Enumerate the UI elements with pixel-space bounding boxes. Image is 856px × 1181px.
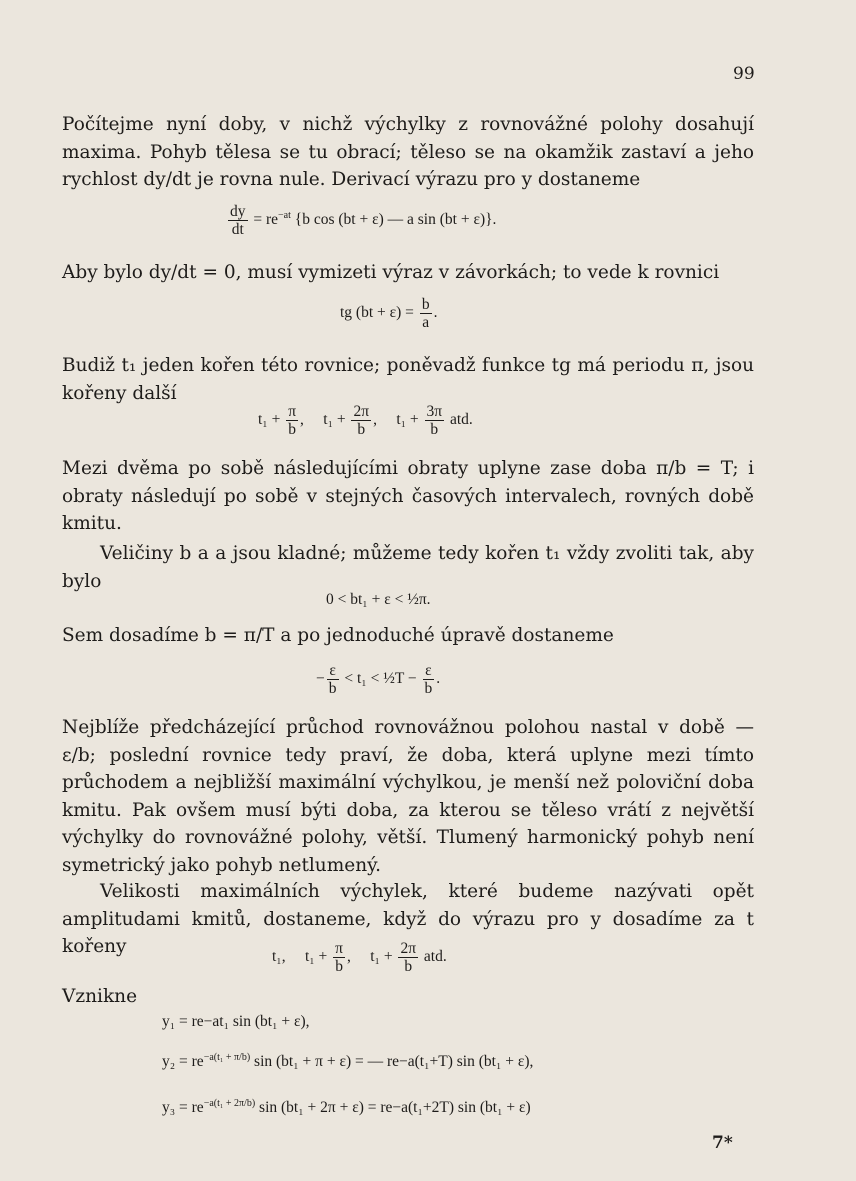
page-number: 99 xyxy=(733,64,755,84)
paragraph-2: Aby bylo dy/dt = 0, musí vymizeti výraz v závorkách; to vede k rovnici xyxy=(62,262,720,283)
paragraph-7: Nejblíže předcházející průchod rovnovážnou polohou nastal v době — ε/b; poslední rovnice tedy praví, že doba, která uplyne mezi tímto průchodem a nejbližší maximální výchylkou, je menší než poloviční doba kmitu. Pak ovšem musí býti doba, za kterou se těleso vrátí z největší výchylky do rovnovážné polohy, větší. Tlumený harmonický pohyb není symetrický jako pohyb netlumený. xyxy=(62,717,754,876)
y2-rhs: sin (bt₁ + π + ε) = — re−a(t₁+T) sin (bt₁ + ε), xyxy=(254,1053,534,1071)
eq6-term-b: t₁ + xyxy=(304,948,328,966)
signature-mark: 7* xyxy=(712,1133,733,1153)
eq3-den-2: b xyxy=(357,421,366,438)
equation-y2 xyxy=(162,1052,533,1071)
eq5-num-1: ε xyxy=(327,662,339,680)
eq5-num-2: ε xyxy=(423,662,435,680)
paragraph-3: Budiž t₁ jeden kořen této rovnice; poněvadž funkce tg má periodu π, jsou kořeny další xyxy=(62,355,754,404)
equation-y1: y₁ = re−at₁ sin (bt₁ + ε), xyxy=(162,1013,310,1030)
eq1-denominator: dt xyxy=(231,221,244,238)
eq3-term-a: t₁ + xyxy=(258,411,281,429)
eq1-body: {b cos (bt + ε) — a sin (bt + ε)}. xyxy=(294,211,497,229)
eq2-denominator: a xyxy=(422,314,430,331)
eq1-exponent: −at xyxy=(278,209,291,221)
equation-derivative xyxy=(226,203,496,238)
eq1-rhs: = re xyxy=(253,211,279,229)
eq3-den-1: b xyxy=(288,421,296,438)
eq3-tail: atd. xyxy=(449,411,473,429)
y2-exponent: −a(t₁ + π/b) xyxy=(203,1052,251,1063)
eq6-den-1: b xyxy=(335,958,343,975)
y3-lhs: y₃ = re xyxy=(162,1099,204,1117)
eq6-tail: atd. xyxy=(423,948,447,966)
paragraph-8: Velikosti maximálních výchylek, které budeme nazývati opět amplitudami kmitů, dostaneme, když do výrazu pro y dosadíme za t kořeny xyxy=(62,881,754,957)
eq3-num-1: π xyxy=(288,403,297,420)
equation-y3 xyxy=(162,1098,531,1117)
equation-roots: t₁ + $\frac{\pi}{b}$ , t₁ + $\frac{2\pi}{b}$ , t₁ + $\frac{3\pi}{b}$ atd. xyxy=(258,403,473,438)
y3-rhs: sin (bt₁ + 2π + ε) = re−a(t₁+2T) sin (bt₁ + ε) xyxy=(259,1099,531,1117)
eq6-den-2: b xyxy=(404,958,413,975)
paragraph-5: Veličiny b a a jsou kladné; můžeme tedy kořen t₁ vždy zvoliti tak, aby bylo xyxy=(62,543,754,592)
equation-tangent: tg (bt + ε) = $\frac{b}{a}$ . xyxy=(340,296,438,331)
eq5-mid: < t₁ < ½T − xyxy=(344,670,417,688)
eq5-den-1: b xyxy=(328,680,337,697)
eq2-lhs: tg (bt + ε) = xyxy=(340,304,414,322)
eq3-term-c: t₁ + xyxy=(396,411,419,429)
paragraph-1: Počítejme nyní doby, v nichž výchylky z rovnovážné polohy dosahují maxima. Pohyb tělesa se tu obrací; těleso se na okamžik zastaví a jeho rychlost dy/dt je rovna nule. Derivací výrazu pro y dostaneme xyxy=(62,114,754,190)
eq3-term-b: t₁ + xyxy=(323,411,346,429)
paragraph-4: Mezi dvěma po sobě následujícími obraty uplyne zase doba π/b = T; i obraty následují po sobě v stejných časových intervalech, rovných době kmitu. xyxy=(62,458,754,534)
eq1-numerator: dy xyxy=(230,203,246,220)
eq6-num-2: 2π xyxy=(400,940,417,957)
y3-exponent: −a(t₁ + 2π/b) xyxy=(203,1098,256,1109)
paragraph-9: Vznikne xyxy=(62,986,138,1007)
eq2-numerator: b xyxy=(421,296,430,313)
equation-inequality: 0 < bt₁ + ε < ½π. xyxy=(326,591,431,608)
eq3-num-2: 2π xyxy=(353,403,370,420)
eq6-num-1: π xyxy=(335,940,343,957)
equation-bounds: − $\frac{\varepsilon}{b}$ < t₁ < ½T − $\frac{\varepsilon}{b}$ . xyxy=(316,662,441,697)
y2-lhs: y₂ = re xyxy=(162,1053,204,1071)
eq5-den-2: b xyxy=(424,680,433,697)
equation-roots-substitution: t₁, t₁ + $\frac{\pi}{b}$ , t₁ + $\frac{2\pi}{b}$ atd. xyxy=(272,940,447,975)
eq3-den-3: b xyxy=(430,421,439,438)
paragraph-6: Sem dosadíme b = π/T a po jednoduché úpravě dostaneme xyxy=(62,625,614,646)
eq6-term-c: t₁ + xyxy=(370,948,393,966)
eq3-num-3: 3π xyxy=(426,403,443,420)
eq6-term-a: t₁, xyxy=(272,948,286,966)
